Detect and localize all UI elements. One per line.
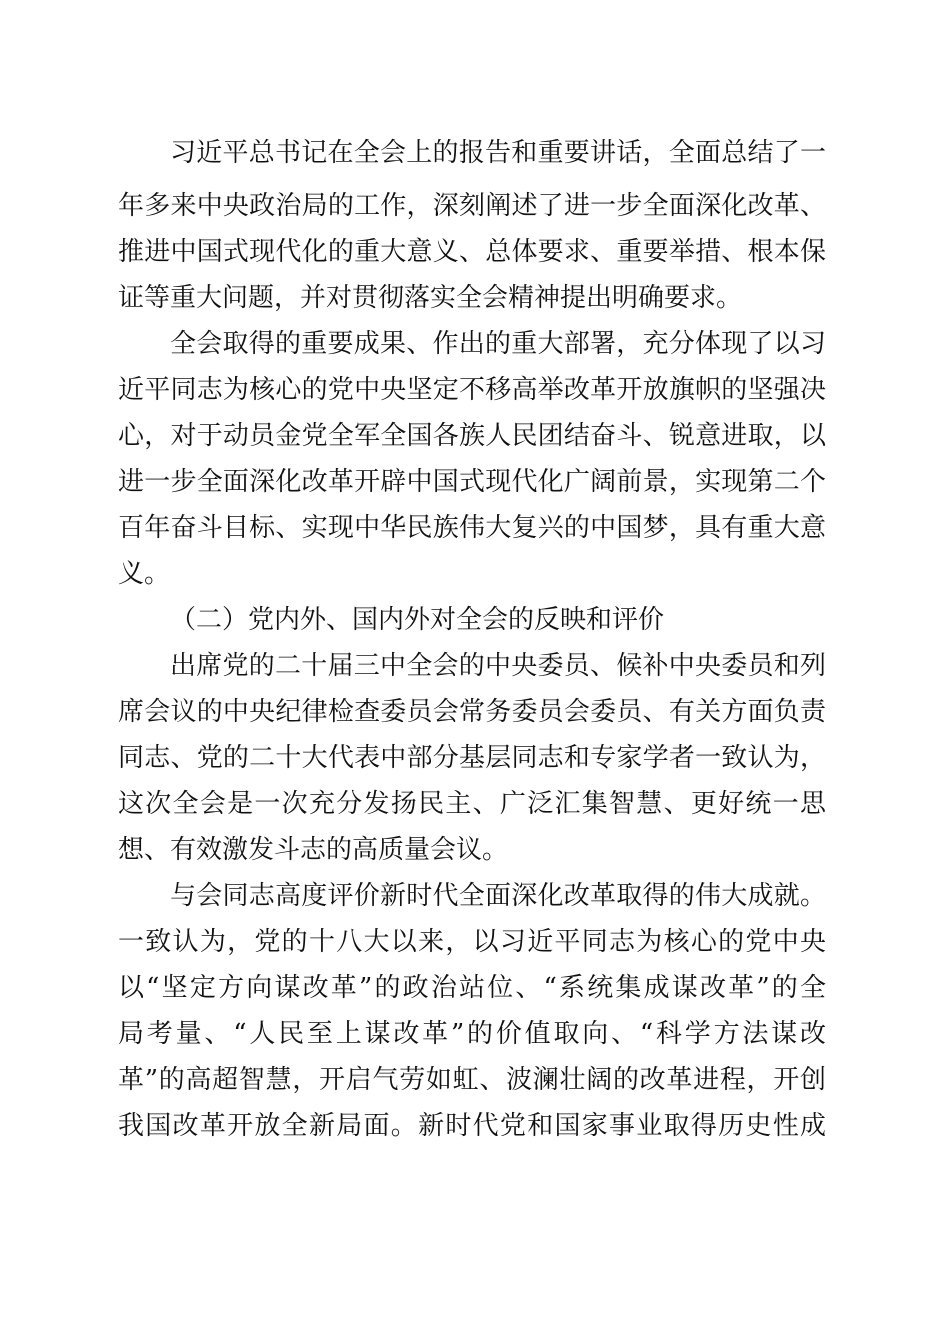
- text-line: 我国改革开放全新局面。新时代党和国家事业取得历史性成: [118, 1111, 826, 1141]
- text-line: 席会议的中央纪律检查委员会常务委员会委员、有关方面负责: [118, 697, 826, 727]
- text-line: 以“坚定方向谋改革”的政治站位、“系统集成谋改革”的全: [118, 973, 826, 1003]
- text-line: 心，对于动员金党全军全国各族人民团结奋斗、锐意进取，以: [118, 421, 826, 451]
- text-line: 近平同志为核心的党中央坚定不移高举改革开放旗帜的坚强决: [118, 375, 826, 405]
- text-line: 进一步全面深化改革开辟中国式现代化广阔前景，实现第二个: [118, 467, 826, 497]
- text-line: 出席党的二十届三中全会的中央委员、候补中央委员和列: [170, 651, 826, 681]
- text-line: 证等重大问题，并对贯彻落实全会精神提出明确要求。: [118, 283, 743, 313]
- text-line: 一致认为，党的十八大以来，以习近平同志为核心的党中央: [118, 927, 826, 957]
- text-line: 习近平总书记在全会上的报告和重要讲话，全面总结了一: [170, 138, 826, 168]
- text-line: 这次全会是一次充分发扬民主、广泛汇集智慧、更好统一思: [118, 789, 826, 819]
- text-line: 年多来中央政治局的工作，深刻阐述了进一步全面深化改革、: [118, 191, 826, 221]
- text-line: 推进中国式现代化的重大意义、总体要求、重要举措、根本保: [118, 237, 826, 267]
- text-line: 全会取得的重要成果、作出的重大部署，充分体现了以习: [170, 329, 826, 359]
- text-line: 百年奋斗目标、实现中华民族伟大复兴的中国梦，具有重大意: [118, 513, 826, 543]
- text-line: 与会同志高度评价新时代全面深化改革取得的伟大成就。: [170, 881, 826, 911]
- text-line: 局考量、“人民至上谋改革”的价值取向、“科学方法谋改: [118, 1019, 826, 1049]
- section-heading: （二）党内外、国内外对全会的反映和评价: [170, 605, 665, 635]
- text-line: 革”的高超智慧，开启气劳如虹、波澜壮阔的改革进程，开创: [118, 1065, 826, 1095]
- text-line: 想、有效激发斗志的高质量会议。: [118, 835, 509, 865]
- text-line: 义。: [118, 559, 171, 589]
- text-line: 同志、党的二十大代表中部分基层同志和专家学者一致认为，: [118, 743, 826, 773]
